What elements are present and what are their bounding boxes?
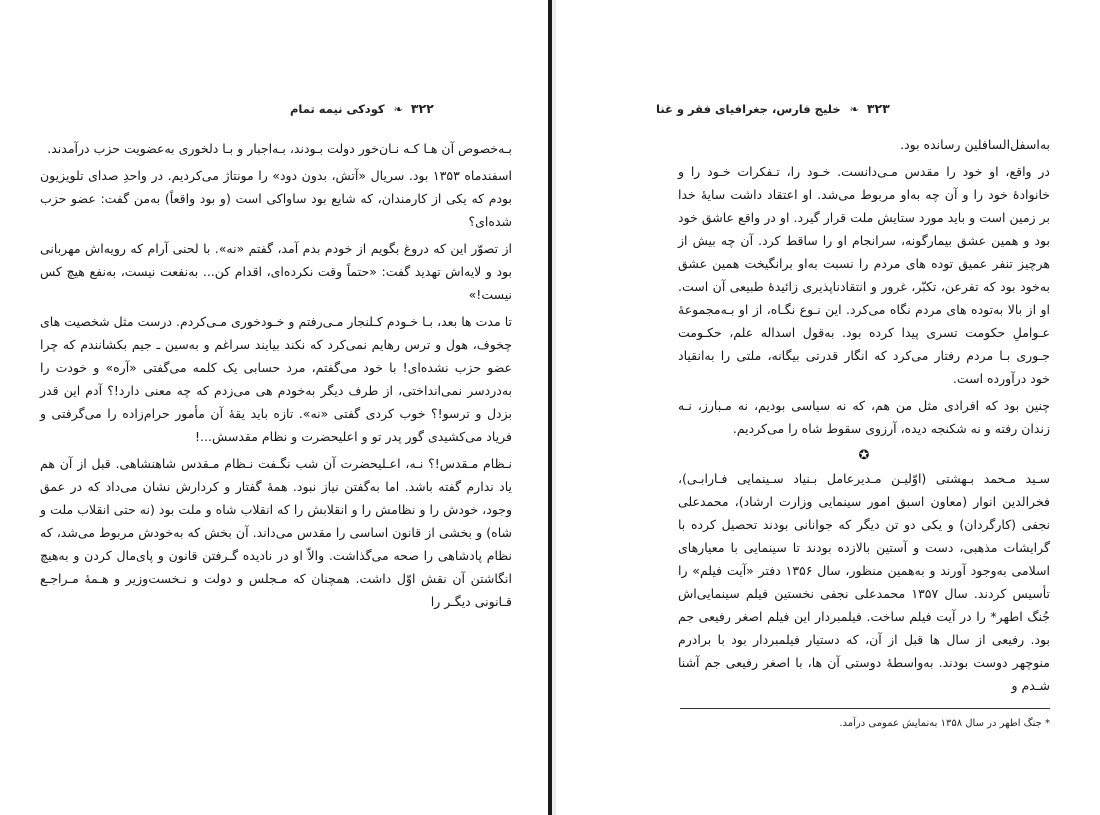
paragraph: تا مدت ها بعد، بـا خـودم کـلنجار مـی‌رفتم و خـودخوری مـی‌کردم. درست مثل شخصیت های چخوف، هول و ترس رهایم نمی‌کرد که نکند بیایند سراغم و به‌سین ـ جیم بکشانندم که چرا عضو حزب نشده‌ای! با خود می‌گفتم، مرد حسابی یک کلمه می‌گفتی «آره» و خودت را به‌دردسر نمی‌انداختی، از طرف دیگر به‌خودم هی می‌زدم که چه معنی دارد!؟ آدم این قدر بزدل و ترسو!؟ خوب کردی گفتی «نه». تازه باید یقهٔ آن مأمور حرام‌زاده را می‌گرفتی و فریاد می‌کشیدی گور پدر تو و اعلیحضرت و نظام مقدسش...! [40, 314, 512, 444]
right-page-body [678, 133, 1050, 701]
paragraph: از تصوّر این که دروغ بگویم از خودم بدم آمد، گفتم «نه». با لحنی آرام که رویه‌اش مهربانی بود و لایه‌اش تهدید گفت: «حتماً وقت نکرده‌ای، اقدام کن... به‌نفعت نیست، به‌نفع هیچ کس نیست!» [40, 241, 512, 302]
right-running-title: خلیج فارس، جغرافیای فقر و غنا [656, 102, 841, 116]
right-running-header [656, 101, 890, 116]
paragraph: بـه‌خصوص آن‌ هـا کـه نـان‌خور دولت بـودند، بـه‌اجبار و بـا دلخوری به‌عضویت حزب درآمدند. [47, 141, 512, 156]
paragraph: چنین بود که افرادی مثل من هم، که نه سیاسی بودیم، نه مـبارز، نـه زندان رفته و نه شکنجه دیده، آرزوی سقوط شاه را می‌کردیم. [678, 398, 1050, 436]
paragraph: به‌اسفل‌السافلین رسانده بود. [900, 137, 1050, 152]
paragraph: اسفندماه ۱۳۵۳ بود. سریال «آتش، بدون دود» را مونتاژ می‌کردیم. در واحدِ صدای تلویزیون بودم که یکی از کارمندان، که شایع بود ساواکی است (و بود واقعاً) به‌من گفت: عضو حزب شده‌ای؟ [40, 168, 512, 229]
paragraph: سـید مـحمد بـهشتی (اوّلیـن مـدیرعامل بـنیاد سـینمایی فـارابـی)، فخرالدین انوار (معاون اسبق امور سینمایی وزارت ارشاد)، محمدعلی نجفی (کارگردان) و یکی دو تن دیگر که جوانانی بودند تحصیل کرده با گرایشات مذهبی، دست و آستین بالازده بودند تا سینمایی با معیارهای اسلامی به‌وجود آورند و به‌همین منظور، سال ۱۳۵۶ دفتر «آیت فیلم» را تأسیس کردند. سال ۱۳۵۷ محمدعلی نجفی نخستین فیلم سینمایی‌اش جُنگ اطهر* را در آیت فیلم ساخت. فیلمبردار این فیلم اصغر رفیعی جم بود. رفیعی از سال ها قبل از آن، که دستیار فیلمبردار بود با برادرم منوچهر دوست بودند. به‌واسطهٔ دوستی آن ها، با اصغر رفیعی جم آشنا شـدم و [678, 471, 1050, 693]
left-running-title: کودکی نیمه تمام [290, 102, 385, 116]
left-running-header [290, 101, 434, 116]
footnote-rule [680, 708, 1050, 709]
section-break-icon: ✪ [858, 448, 870, 463]
left-page [0, 0, 548, 815]
left-page-body [40, 137, 512, 617]
right-page [556, 0, 1100, 815]
right-page-number: ۳۲۳ [866, 101, 890, 116]
fleuron-icon: ❧ [849, 103, 859, 116]
footnote: * جنگ اطهر در سال ۱۳۵۸ به‌نمایش عمومی درآمد. [839, 718, 1050, 729]
paragraph: در واقع، او خود را مقدس مـی‌دانست. خـود را، تـفکرات خـود را و خانوادهٔ خود را و آن چه به‌او مربوط می‌شد. او اعتقاد داشت سایهٔ خدا بر زمین است و باید مورد ستایش ملت قرار گیرد. او در واقع عاشق خود بود و همین عشق بیمارگونه، سرانجام او را ساقط کرد. آن چه بیش از هرچیز تنفر عمیق توده های مردم را نسبت به‌او برانگیخت همین عشق به‌خود بود که تفرعن، تکبّر، غرور و انتقادناپذیری زائیدهٔ طبیعی آن است. او از بالا به‌توده های مردم نگاه می‌کرد. این نـوع نگـاه، از او بـه‌مجموعهٔ عـواملِ حکومت تسری پیدا کرده بود. به‌قول اسداله علم، حکـومت جـوری بـا مردم رفتار می‌کرد که انگار قدرتی بیگانه، ملتی را به‌انقیاد خود درآورده است. [678, 164, 1050, 386]
left-page-number: ۳۲۲ [410, 101, 434, 116]
paragraph: نـظام مـقدس!؟ نـه، اعـلیحضرت آن شب نگـفت نـظام مـقدس شاهنشاهی. قبل از آن هم یاد ندارم گفته باشد. اما به‌گفتن نیاز نبود. همهٔ گفتار و کردارش نشان می‌داد که در عمق وجود، خودش را و نظامش را و انقلابش را که انقلاب شاه و ملت بود (نه حتی انقلاب ملت و شاه) و بخشی از قانون اساسی را مقدس می‌داند. آن بخش که به‌خودش مربوط می‌شد، که نظام پادشاهی را صحه می‌گذاشت. والاّ او در نادیده گـرفتن قانون و پای‌مال کردن و به‌هیچ انگاشتن آن نقش اوّل داشت. همچنان که مـجلس و دولت و نـخست‌وزیر و هـمهٔ مـراجـع قـانونی دیگـر را [40, 456, 512, 609]
fleuron-icon: ❧ [393, 103, 403, 116]
